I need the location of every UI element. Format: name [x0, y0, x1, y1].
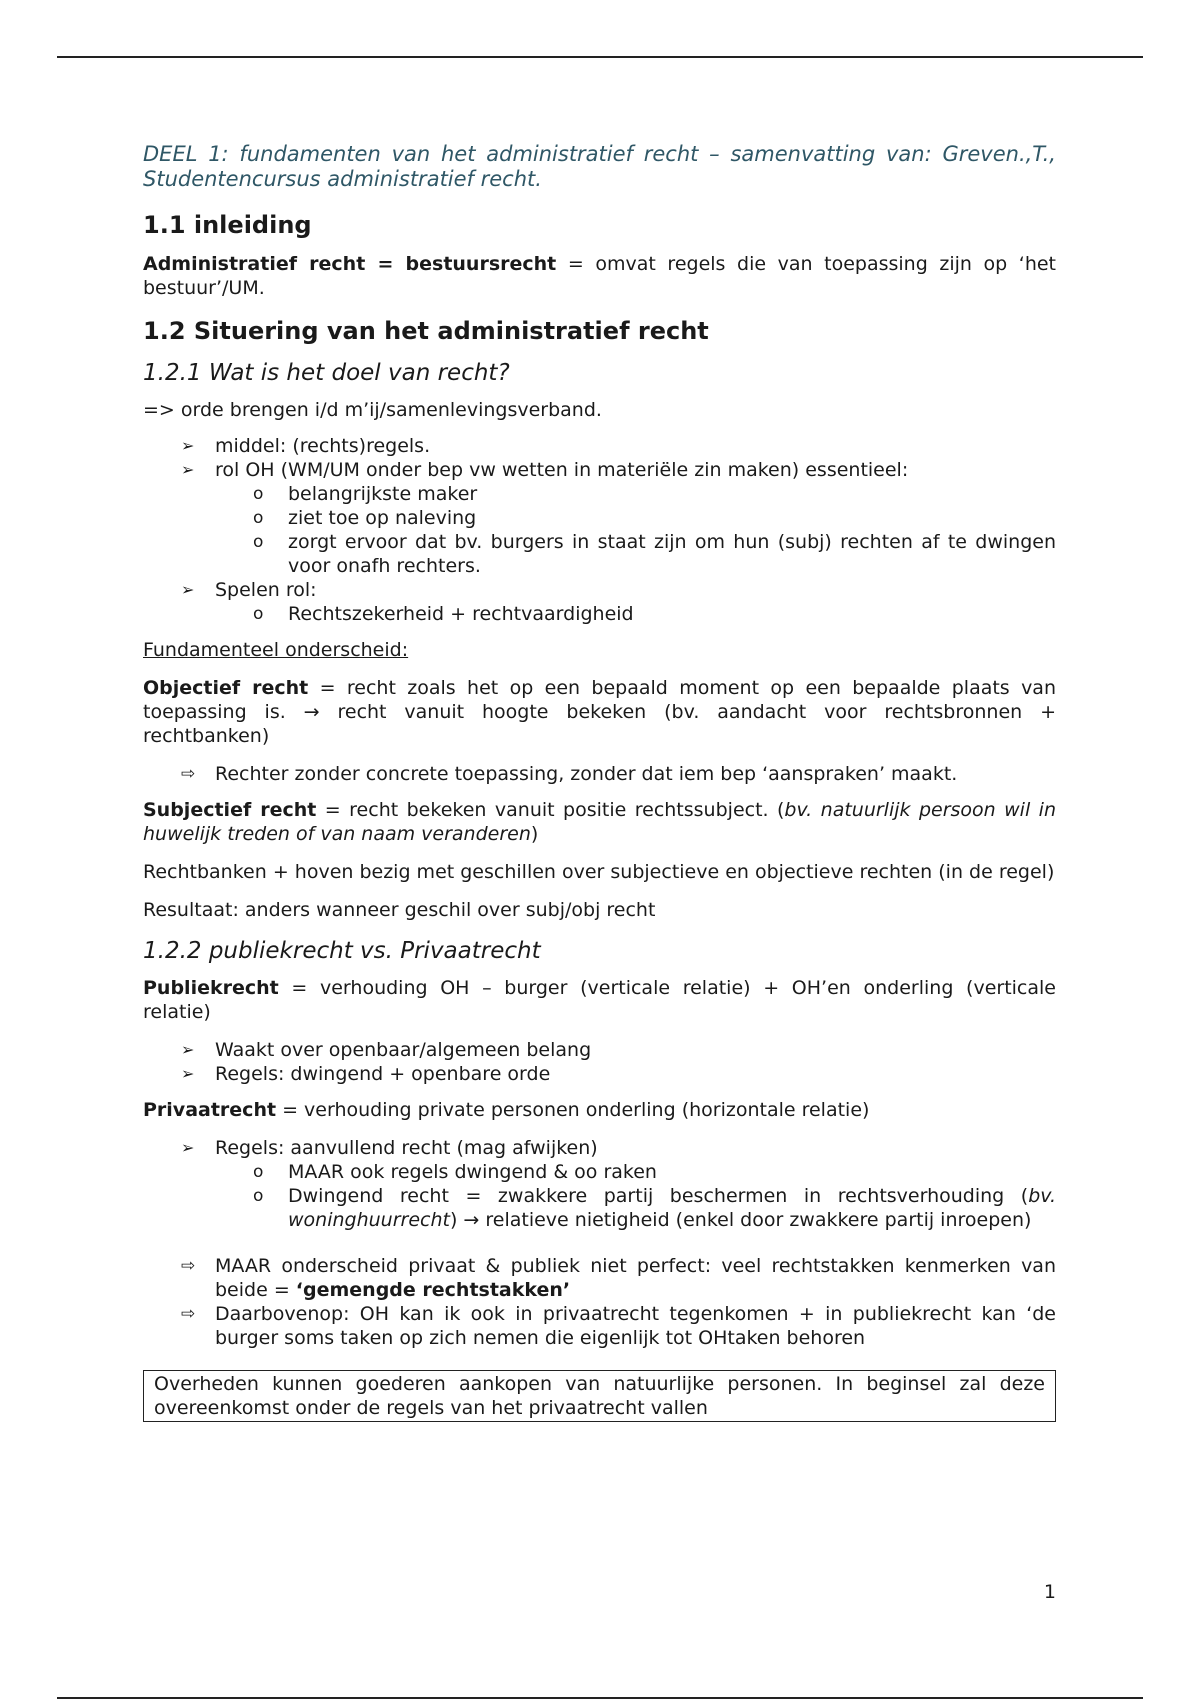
paren-close: ): [530, 823, 539, 845]
private-law-bullets: [143, 1136, 1056, 1232]
paragraph-text: = recht zoals het op een bepaald moment op een bepaalde plaats van toepassing is. → recht vanuit hoogte bekeken (bv. aandacht voor rechtsbronnen + rechtbanken): [143, 677, 1056, 747]
term-privaatrecht: Privaatrecht: [143, 1099, 277, 1121]
term-objectief-recht: Objectief recht: [143, 677, 309, 699]
document-body: [143, 142, 1056, 1422]
sub-bullet: o Rechtszekerheid + rechtvaardigheid: [143, 602, 1056, 626]
heading-1-2-2: 1.2.2 publiekrecht vs. Privaatrecht: [143, 938, 541, 964]
sub-bullet-list: [215, 1160, 1056, 1232]
heading-1-1: 1.1 inleiding: [143, 211, 312, 239]
sub-bullet-list: [215, 602, 1056, 626]
fundamental-distinction-label: [143, 638, 1056, 662]
sub-bullet: [143, 1184, 1056, 1232]
bullet-item: ➢ Waakt over openbaar/algemeen belang: [143, 1038, 1056, 1062]
header-rule: [57, 56, 1143, 58]
bullet-item: ➢ Regels: dwingend + openbare orde: [143, 1062, 1056, 1086]
bullet-rol-oh: [143, 458, 1056, 578]
term-bestuursrecht: bestuursrecht: [405, 253, 557, 275]
arrow-item-maar: [143, 1254, 1056, 1302]
example-text: bv. natuurlijk persoon wil in huwelijk treden of van naam veranderen: [143, 799, 1057, 845]
paragraph-text: = verhouding private personen onderling (horizontale relatie): [276, 1099, 870, 1121]
page-number: 1: [1043, 1581, 1056, 1603]
underlined-label: Fundamenteel onderscheid:: [143, 639, 409, 661]
arrow-text: MAAR onderscheid privaat & publiek niet perfect: veel rechtstakken kenmerken van beide =: [215, 1255, 1056, 1301]
purpose-bullet-list: [143, 434, 1056, 626]
definition-text: = omvat regels die van toepassing zijn op ‘het bestuur’/UM.: [143, 253, 1057, 299]
bullet-regels-aanvullend: [143, 1136, 1056, 1232]
public-law-paragraph: [143, 976, 1056, 1024]
bullet-spelen-rol: [143, 578, 1056, 626]
subjective-law-paragraph: [143, 798, 1056, 846]
result-paragraph: Resultaat: anders wanneer geschil over subj/obj recht: [143, 899, 656, 921]
term-subjectief-recht: Subjectief recht: [143, 799, 317, 821]
part-title: DEEL 1: fundamenten van het administratief recht – samenvatting van: Greven.,T., Studentencursus administratief recht.: [143, 142, 1056, 191]
example-box: Overheden kunnen goederen aankopen van natuurlijke personen. In beginsel zal deze overeenkomst onder de regels van het privaatrecht vallen: [143, 1370, 1056, 1422]
footer-rule: [57, 1697, 1143, 1699]
sub-bullet-list: [215, 482, 1056, 578]
sub-bullet-text: ) → relatieve nietigheid (enkel door zwakkere partij inroepen): [449, 1209, 1032, 1231]
paragraph-text: = recht bekeken vanuit positie rechtssubject. (: [316, 799, 785, 821]
term-publiekrecht: Publiekrecht: [143, 977, 279, 999]
sub-bullet: o ziet toe op naleving: [143, 506, 1056, 530]
sub-bullet: o zorgt ervoor dat bv. burgers in staat zijn om hun (subj) rechten af te dwingen voor onafh rechters.: [143, 530, 1056, 578]
heading-1-2-1: 1.2.1 Wat is het doel van recht?: [143, 360, 510, 386]
bullet-text: Spelen rol:: [215, 579, 317, 601]
bullet-text: rol OH (WM/UM onder bep vw wetten in materiële zin maken) essentieel:: [215, 459, 909, 481]
sub-bullet-text: Dwingend recht = zwakkere partij beschermen in rechtsverhouding (: [288, 1185, 1029, 1207]
equals-sign: =: [365, 253, 406, 275]
private-law-paragraph: [143, 1098, 1056, 1122]
term-gemengde-rechtstakken: ‘gemengde rechtstakken’: [295, 1279, 571, 1301]
mixed-branches-arrow-list: [143, 1254, 1056, 1350]
public-law-bullets: [143, 1038, 1056, 1086]
arrow-item: ⇨ Rechter zonder concrete toepassing, zonder dat iem bep ‘aanspraken’ maakt.: [143, 762, 1056, 786]
sub-bullet: o belangrijkste maker: [143, 482, 1056, 506]
bullet-text: middel: (rechts)regels.: [215, 435, 431, 457]
objective-law-paragraph: [143, 676, 1056, 748]
heading-1-2: 1.2 Situering van het administratief recht: [143, 317, 709, 345]
sub-bullet: o MAAR ook regels dwingend & oo raken: [143, 1160, 1056, 1184]
example-text: bv. woninghuurrecht: [288, 1185, 1056, 1231]
bullet-text: Regels: aanvullend recht (mag afwijken): [215, 1137, 598, 1159]
intro-line: => orde brengen i/d m’ij/samenlevingsverband.: [143, 399, 602, 421]
paragraph-text: = verhouding OH – burger (verticale relatie) + OH’en onderling (verticale relatie): [143, 977, 1056, 1023]
definition-administratief-recht: [143, 252, 1056, 300]
arrow-item-daarbovenop: ⇨ Daarbovenop: OH kan ik ook in privaatrecht tegenkomen + in publiekrecht kan ‘de burger soms taken op zich nemen die eigenlijk tot OHtaken behoren: [143, 1302, 1056, 1350]
bullet-middel: [143, 434, 1056, 458]
courts-paragraph: Rechtbanken + hoven bezig met geschillen over subjectieve en objectieve rechten (in de regel): [143, 861, 1055, 883]
term-administratief-recht: Administratief recht: [143, 253, 366, 275]
objective-arrow-list: [143, 762, 1056, 786]
